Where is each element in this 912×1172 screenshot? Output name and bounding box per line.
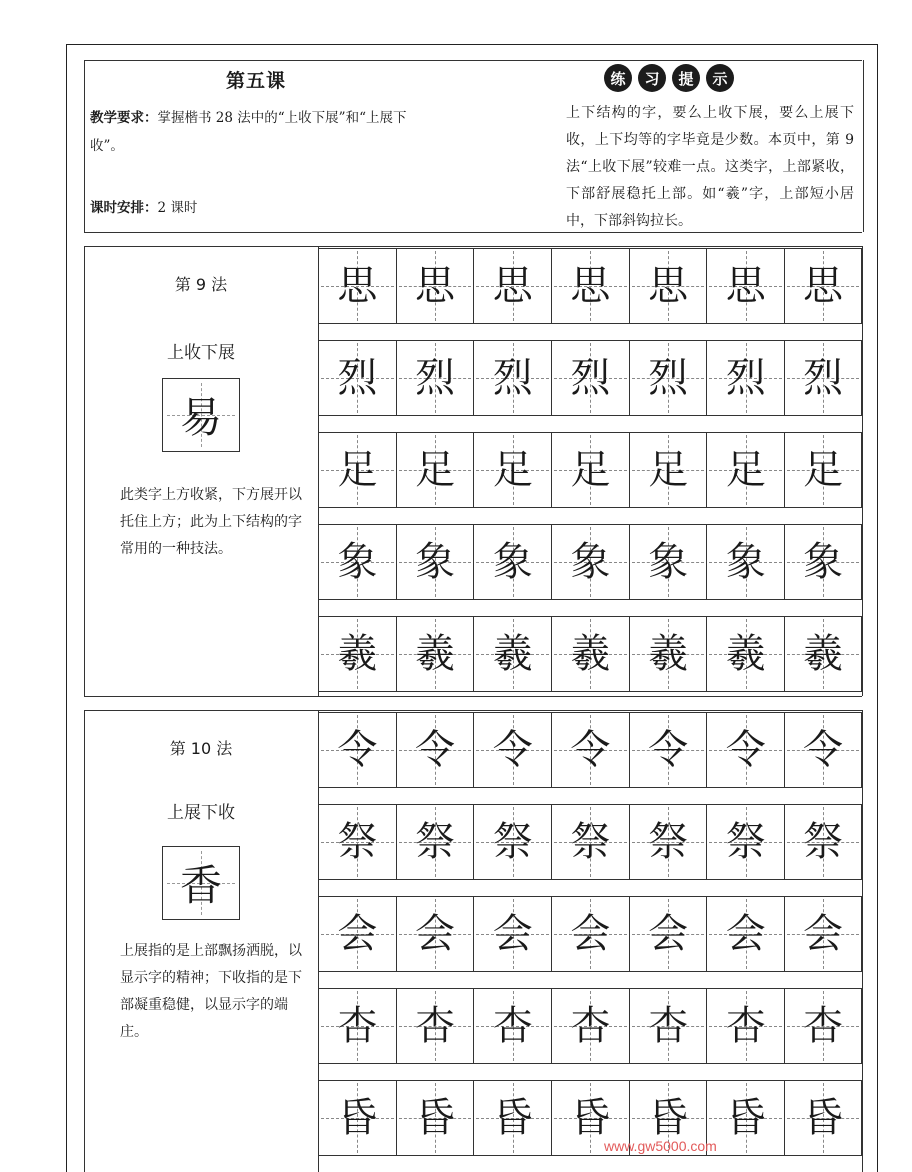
practice-cell: 羲 (318, 616, 396, 692)
requirement-text: 掌握楷书 28 法中的“上收下展”和“上展下收”。 (90, 110, 407, 154)
practice-row (318, 616, 862, 692)
practice-cell: 烈 (629, 340, 707, 416)
practice-row (318, 896, 862, 972)
practice-cell: 羲 (706, 616, 784, 692)
lesson-title: 第五课 (226, 70, 287, 92)
practice-cell: 杏 (318, 988, 396, 1064)
practice-row (318, 988, 862, 1064)
hours-text: 2 课时 (157, 200, 198, 216)
law-10-name: 上展下收 (167, 803, 235, 823)
practice-cell: 会 (318, 896, 396, 972)
practice-cell: 足 (318, 432, 396, 508)
practice-cell: 杏 (473, 988, 551, 1064)
practice-row (318, 804, 862, 880)
practice-cell: 祭 (318, 804, 396, 880)
practice-cell: 昏 (318, 1080, 396, 1156)
practice-cell: 烈 (551, 340, 629, 416)
law-10-number: 第 10 法 (169, 739, 233, 758)
section-9-bottom-rule (84, 696, 862, 697)
practice-row (318, 340, 862, 416)
practice-cell: 烈 (706, 340, 784, 416)
practice-cell: 会 (396, 896, 474, 972)
practice-cell: 象 (396, 524, 474, 600)
practice-cell: 祭 (473, 804, 551, 880)
practice-cell: 祭 (706, 804, 784, 880)
practice-cell: 象 (706, 524, 784, 600)
practice-cell: 足 (784, 432, 862, 508)
practice-cell: 令 (318, 712, 396, 788)
law-10-description: 上展指的是上部飘扬洒脱，以显示字的精神；下收指的是下部凝重稳健，以显示字的端庄。 (120, 943, 302, 1040)
practice-cell: 思 (396, 248, 474, 324)
practice-cell: 会 (784, 896, 862, 972)
practice-cell: 象 (473, 524, 551, 600)
practice-cell: 令 (706, 712, 784, 788)
class-hours (90, 196, 197, 216)
practice-cell: 令 (473, 712, 551, 788)
section-10-top-rule (84, 710, 862, 711)
law-9-sample-char: 易 (162, 378, 240, 452)
practice-row (318, 248, 862, 324)
practice-cell: 烈 (784, 340, 862, 416)
practice-cell: 象 (318, 524, 396, 600)
practice-cell: 昏 (396, 1080, 474, 1156)
practice-cell: 昏 (706, 1080, 784, 1156)
tip-char: 练 (604, 64, 632, 92)
practice-cell: 思 (706, 248, 784, 324)
practice-cell: 思 (784, 248, 862, 324)
practice-cell: 羲 (784, 616, 862, 692)
tips-paragraph: 上下结构的字，要么上收下展，要么上展下收，上下均等的字毕竟是少数。本页中，第 9 法“上收下展”较难一点。这类字，上部紧收，下部舒展稳托上部。如“羲”字，上部短小居中，下部斜钩拉长。 (566, 105, 854, 229)
practice-cell: 昏 (551, 1080, 629, 1156)
hours-label: 课时安排： (90, 200, 158, 216)
requirement-label: 教学要求： (90, 110, 158, 126)
practice-cell: 象 (629, 524, 707, 600)
practice-cell: 令 (629, 712, 707, 788)
law-9-name: 上收下展 (167, 343, 235, 363)
law-9-description: 此类字上方收紧，下方展开以托住上方；此为上下结构的字常用的一种技法。 (120, 487, 302, 557)
tip-char: 示 (706, 64, 734, 92)
section-9-right-border (862, 246, 863, 696)
practice-cell: 足 (706, 432, 784, 508)
practice-cell: 会 (473, 896, 551, 972)
section-9-top-rule (84, 246, 862, 247)
practice-cell: 令 (396, 712, 474, 788)
practice-cell: 足 (629, 432, 707, 508)
practice-row (318, 432, 862, 508)
header-top-rule (84, 60, 862, 61)
practice-cell: 祭 (396, 804, 474, 880)
teaching-requirement (90, 104, 430, 160)
watermark: www.gw5000.com (604, 1138, 717, 1154)
practice-row (318, 1080, 862, 1156)
practice-cell: 思 (318, 248, 396, 324)
practice-cell: 足 (473, 432, 551, 508)
tip-char: 提 (672, 64, 700, 92)
practice-cell: 羲 (396, 616, 474, 692)
practice-cell: 昏 (629, 1080, 707, 1156)
practice-cell: 会 (551, 896, 629, 972)
practice-tips-title (604, 64, 734, 92)
practice-cell: 烈 (396, 340, 474, 416)
practice-cell: 祭 (629, 804, 707, 880)
section-10-right-border (862, 710, 863, 1172)
practice-row (318, 524, 862, 600)
law-10-sample-char: 香 (162, 846, 240, 920)
practice-cell: 足 (551, 432, 629, 508)
practice-cell: 杏 (396, 988, 474, 1064)
practice-cell: 羲 (629, 616, 707, 692)
law-9-number: 第 9 法 (174, 275, 228, 294)
practice-cell: 杏 (784, 988, 862, 1064)
practice-cell: 昏 (473, 1080, 551, 1156)
practice-cell: 令 (784, 712, 862, 788)
practice-row (318, 712, 862, 788)
practice-cell: 足 (396, 432, 474, 508)
practice-cell: 杏 (629, 988, 707, 1064)
practice-cell: 烈 (473, 340, 551, 416)
practice-cell: 杏 (551, 988, 629, 1064)
section-9-left-border (84, 246, 85, 696)
practice-cell: 象 (784, 524, 862, 600)
practice-tips-text (538, 100, 854, 235)
practice-cell: 羲 (551, 616, 629, 692)
section-10-left-border (84, 710, 85, 1172)
tip-char: 习 (638, 64, 666, 92)
practice-cell: 思 (629, 248, 707, 324)
practice-cell: 象 (551, 524, 629, 600)
practice-cell: 会 (629, 896, 707, 972)
practice-cell: 祭 (551, 804, 629, 880)
practice-cell: 祭 (784, 804, 862, 880)
practice-cell: 令 (551, 712, 629, 788)
practice-cell: 羲 (473, 616, 551, 692)
practice-cell: 昏 (784, 1080, 862, 1156)
practice-cell: 思 (473, 248, 551, 324)
practice-cell: 思 (551, 248, 629, 324)
practice-cell: 烈 (318, 340, 396, 416)
practice-cell: 会 (706, 896, 784, 972)
practice-cell: 杏 (706, 988, 784, 1064)
